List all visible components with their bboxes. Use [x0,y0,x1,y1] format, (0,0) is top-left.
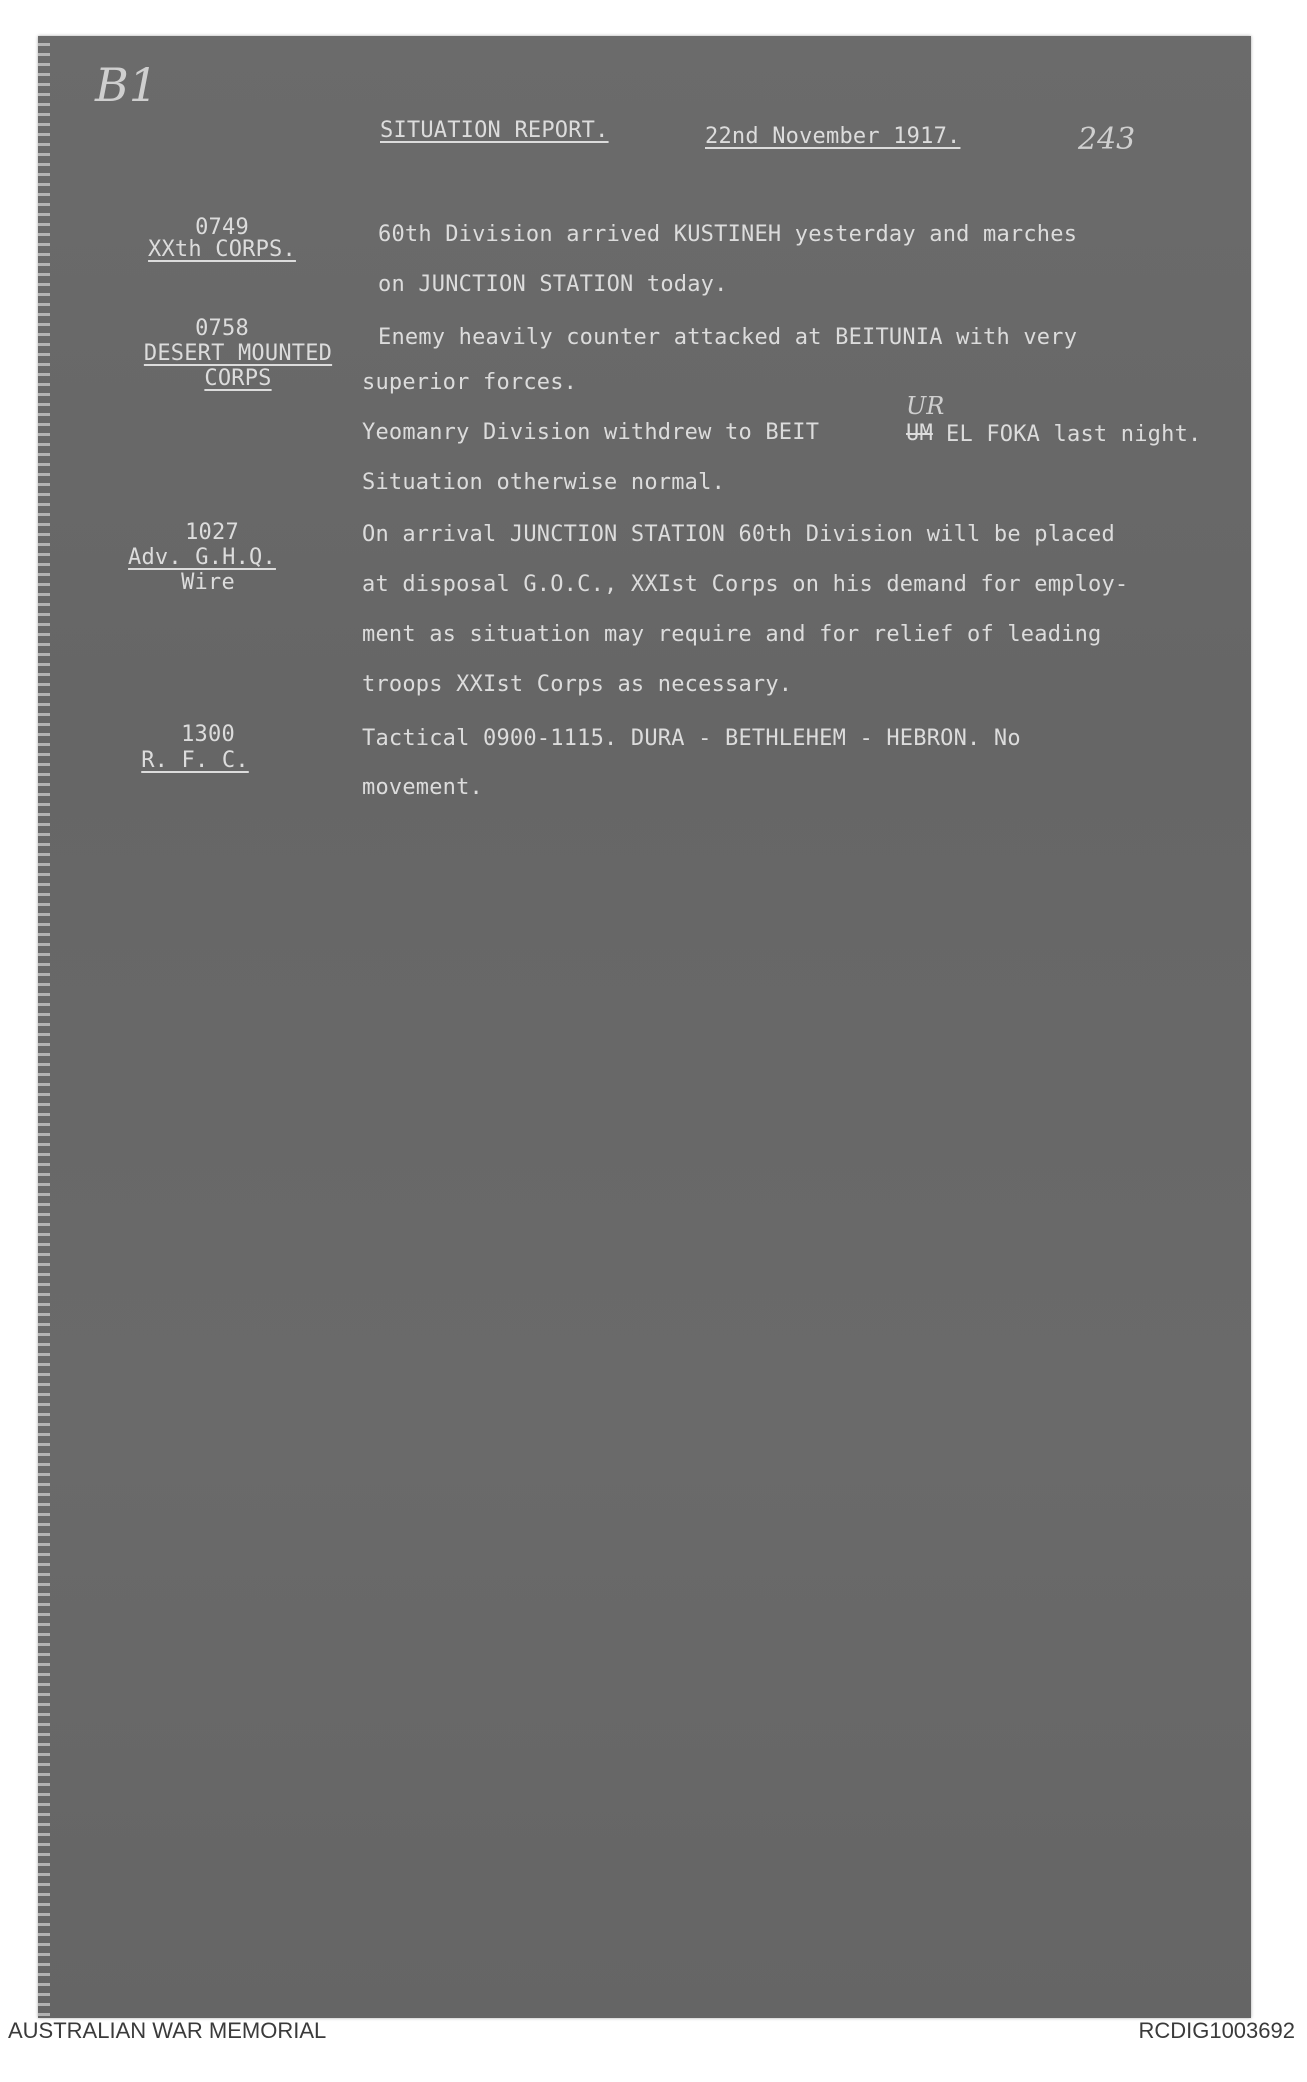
handwritten-insertion: UR [906,392,945,420]
entry-line: Situation otherwise normal. [362,470,726,495]
entry-line: movement. [362,775,484,800]
entry-line: On arrival JUNCTION STATION 60th Division will be placed [362,522,1115,547]
perforated-edge [38,36,50,2018]
entry-source: Wire [181,570,235,595]
footer-left: AUSTRALIAN WAR MEMORIAL [8,2018,327,2043]
entry-line: Enemy heavily counter attacked at BEITUNIA with very [378,325,1078,350]
footer-right: RCDIG1003692 [1138,2018,1295,2043]
handwritten-corner-mark: B1 [95,58,159,112]
entry-source: XXth CORPS. [148,237,296,262]
entry-source: DESERT MOUNTED [143,341,333,366]
entry-line: Tactical 0900-1115. DURA - BETHLEHEM - HEBRON. No [362,726,1021,751]
entry-time: 1027 [185,520,239,545]
entry-time: 1300 [181,722,235,747]
entry-source: Adv. G.H.Q. [128,545,276,570]
report-title: SITUATION REPORT. [380,118,609,143]
entry-line: Yeomanry Division withdrew to BEIT [362,420,820,445]
entry-line: on JUNCTION STATION today. [378,272,728,297]
entry-line: troops XXIst Corps as necessary. [362,672,793,697]
entry-line: EL FOKA last night. [946,422,1202,447]
entry-source: R. F. C. [141,748,249,773]
entry-line: at disposal G.O.C., XXIst Corps on his demand for employ- [362,572,1129,597]
handwritten-page-number: 243 [1078,122,1136,157]
entry-line: superior forces. [362,370,578,395]
entry-line: ment as situation may require and for relief of leading [362,622,1102,647]
struck-text: UM [906,421,933,446]
entry-time: 0758 [195,316,249,341]
entry-source: CORPS [204,366,272,391]
entry-line: 60th Division arrived KUSTINEH yesterday and marches [378,222,1078,247]
report-date: 22nd November 1917. [705,124,961,149]
entry-time: 0749 [195,215,249,240]
